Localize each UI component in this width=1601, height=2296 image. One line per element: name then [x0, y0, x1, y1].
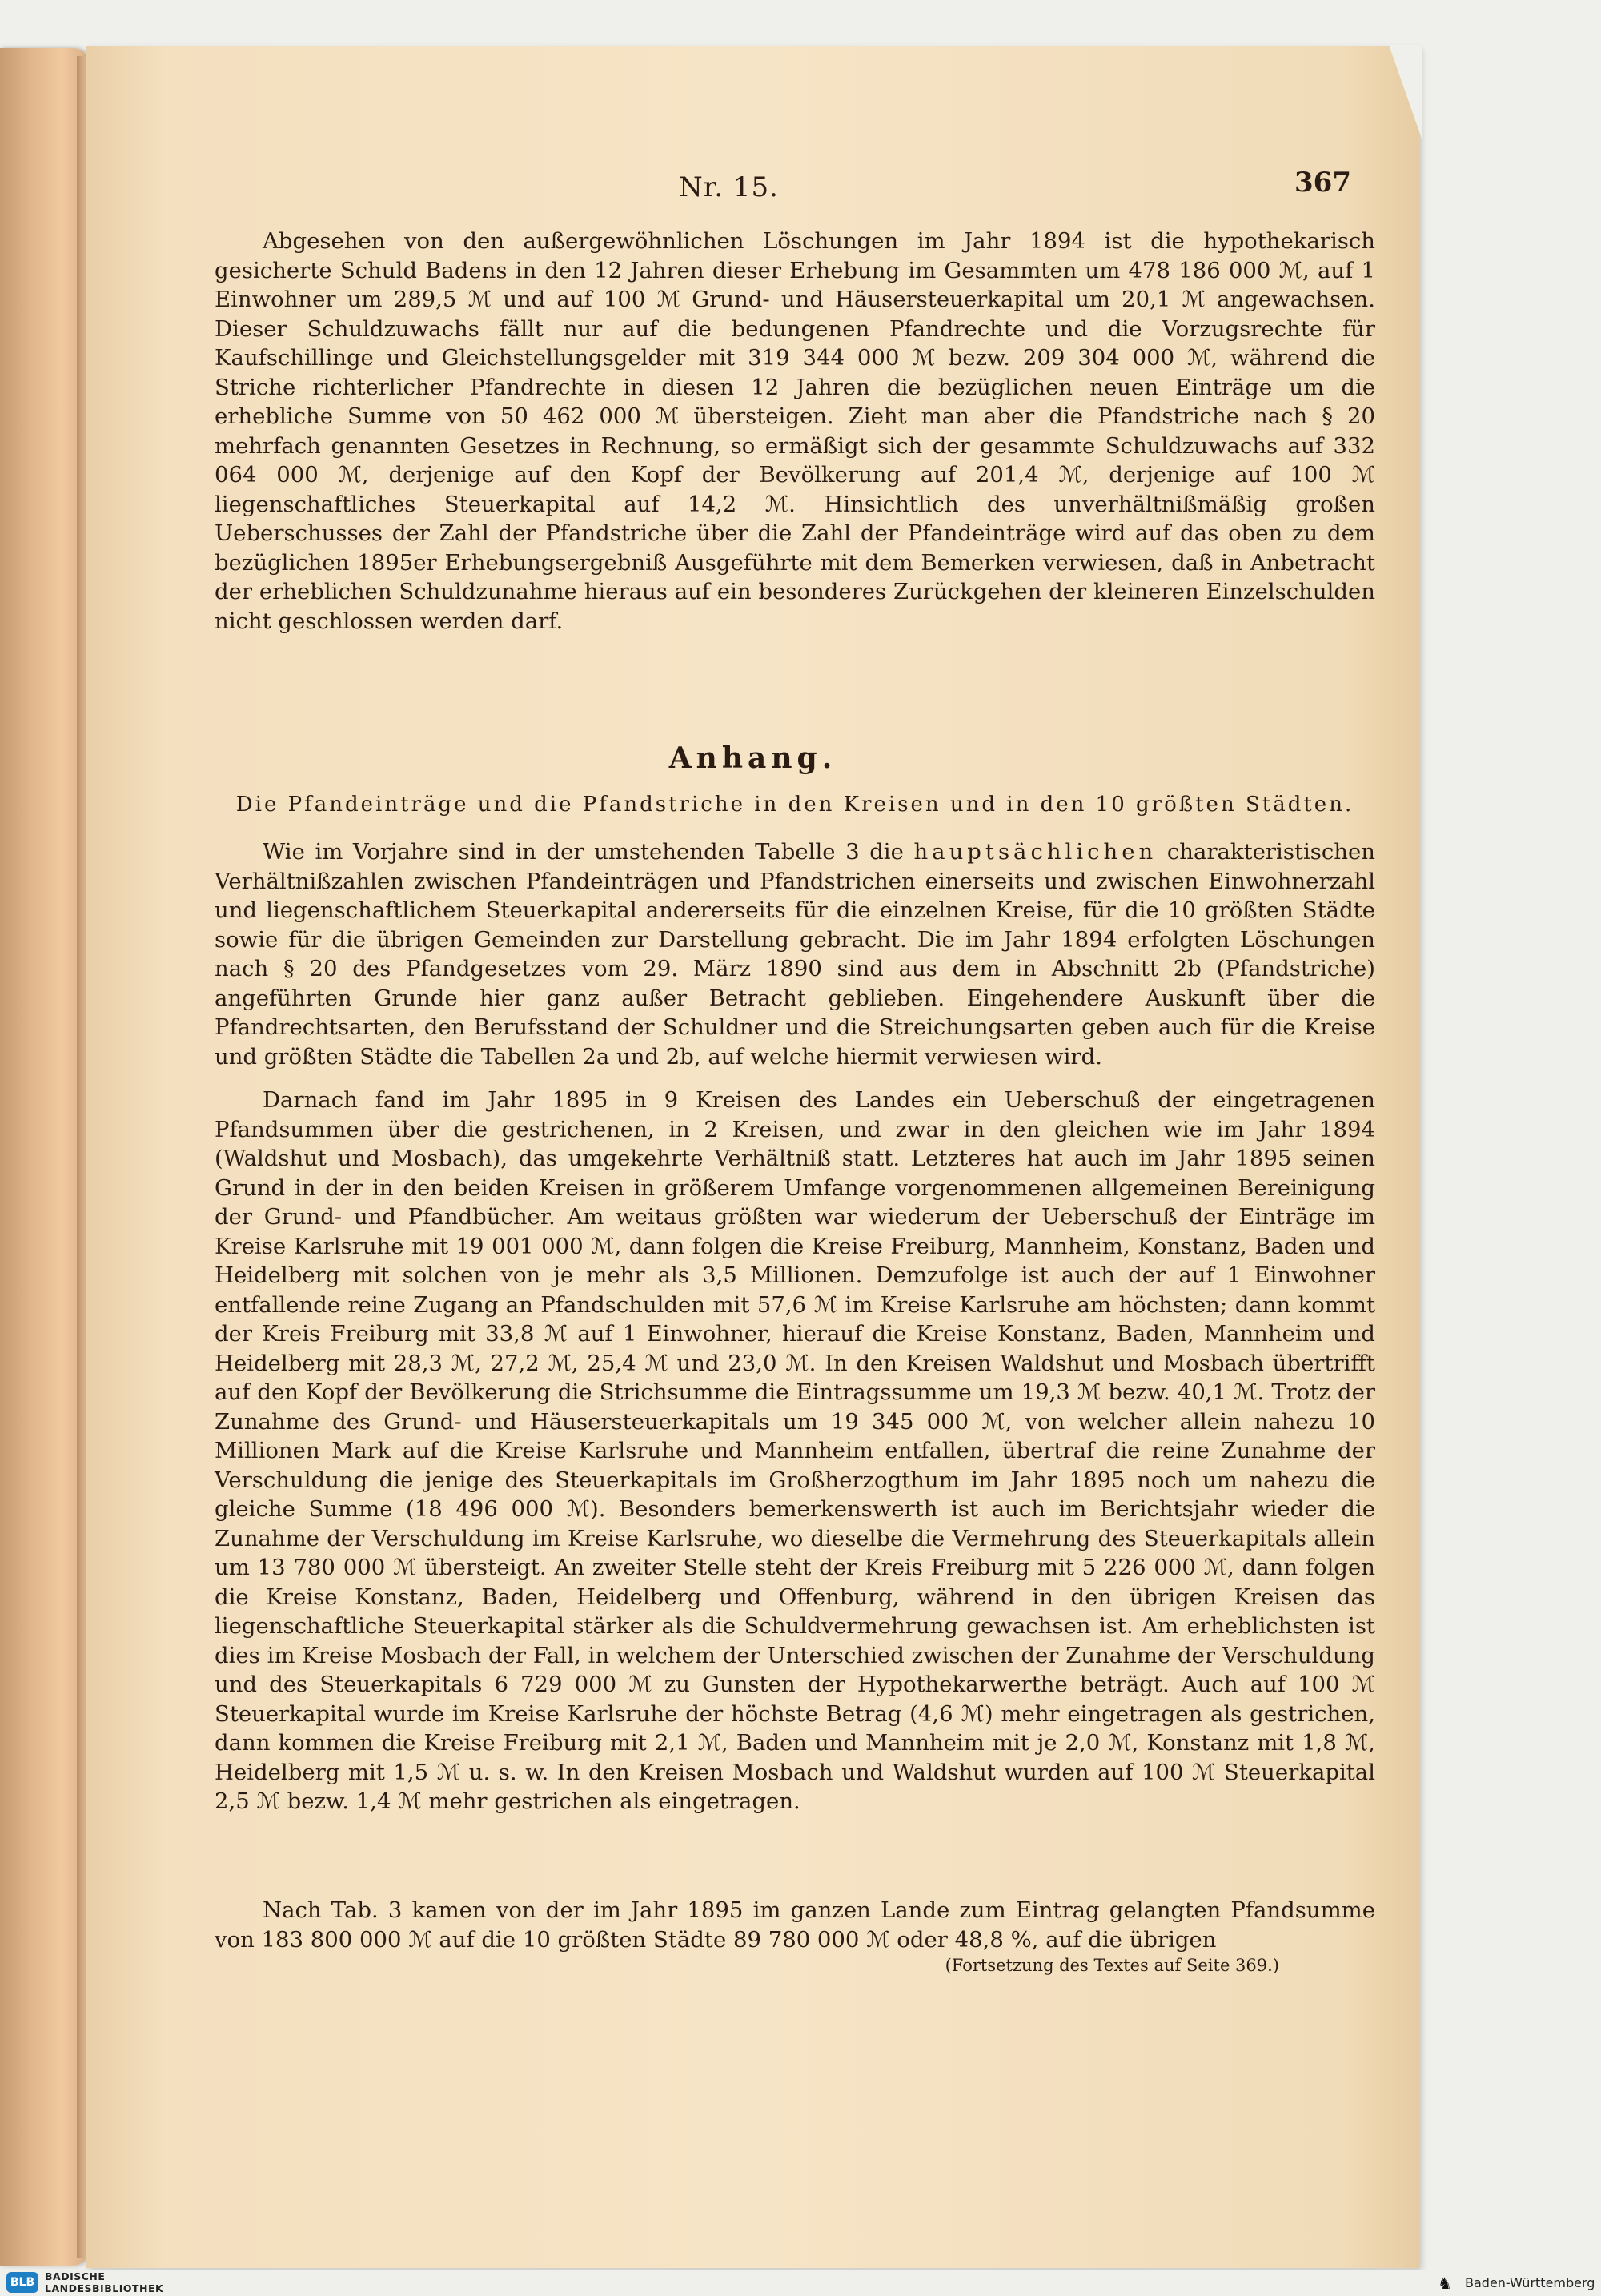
scanned-page [86, 46, 1419, 2268]
paragraph-1: Abgesehen von den außergewöhnlichen Löschungen im Jahr 1894 ist die hypothekarisch gesicherte Schuld Badens in den 12 Jahren dieser Erhebung im Gesammten um 478 186 000 ℳ, auf 1 Einwohner um 289,5 ℳ und auf 100 ℳ Grund- und Häusersteuerkapital um 20,1 ℳ angewachsen. Dieser Schuldzuwachs fällt nur auf die bedungenen Pfandrechte und die Vorzugsrechte für Kaufschillinge und Gleichstellungsgelder mit 319 344 000 ℳ bezw. 209 304 000 ℳ, während die Striche richterlicher Pfandrechte in diesen 12 Jahren die bezüglichen neuen Einträge um die erhebliche Summe von 50 462 000 ℳ übersteigen. Zieht man aber die Pfandstriche nach § 20 mehrfach genannten Gesetzes in Rechnung, so ermäßigt sich der gesammte Schuldzuwachs auf 332 064 000 ℳ, derjenige auf den Kopf der Bevölkerung auf 201,4 ℳ, derjenige auf 100 ℳ liegenschaftliches Steuerkapital auf 14,2 ℳ. Hinsichtlich des unverhältnißmäßig großen Ueberschusses der Zahl der Pfandstriche über die Zahl der Pfandeinträge wird auf das oben zu dem bezüglichen 1895er Erhebungsergebniß Ausgeführte mit dem Bemerken verwiesen, daß in Anbetracht der erheblichen Schuldzunahme hieraus auf ein besonderes Zurückgehen der kleineren Einzelschulden nicht geschlossen werden darf. [215, 228, 1375, 634]
paragraph-3: Darnach fand im Jahr 1895 in 9 Kreisen des Landes ein Ueberschuß der eingetragenen Pfandsummen über die gestrichenen, in 2 Kreisen, und zwar in den gleichen wie im Jahr 1894 (Waldshut und Mosbach), das umgekehrte Verhältniß statt. Letzteres hat auch im Jahr 1895 seinen Grund in der in den beiden Kreisen in größerem Umfange vorgenommenen allgemeinen Bereinigung der Grund- und Pfandbücher. Am weitaus größten war wiederum der Ueberschuß der Einträge im Kreise Karlsruhe mit 19 001 000 ℳ, dann folgen die Kreise Freiburg, Mannheim, Konstanz, Baden und Heidelberg mit solchen von je mehr als 3,5 Millionen. Demzufolge ist auch der auf 1 Einwohner entfallende reine Zugang an Pfandschulden mit 57,6 ℳ im Kreise Karlsruhe am höchsten; dann kommt der Kreis Freiburg mit 33,8 ℳ auf 1 Einwohner, hierauf die Kreise Konstanz, Baden, Mannheim und Heidelberg mit 28,3 ℳ, 27,2 ℳ, 25,4 ℳ und 23,0 ℳ. In den Kreisen Waldshut und Mosbach übertrifft auf den Kopf der Bevölkerung die Strichsumme die Eintragssumme um 19,3 ℳ bezw. 40,1 ℳ. Trotz der Zunahme des Grund- und Häusersteuerkapitals um 19 345 000 ℳ, von welcher allein nahezu 10 Millionen Mark auf die Kreise Karlsruhe und Mannheim entfallen, übertraf die reine Zunahme der Verschuldung die jenige des Steuerkapitals im Großherzogthum im Jahr 1895 noch um nahezu die gleiche Summe (18 496 000 ℳ). Besonders bemerkenswerth ist auch im Berichtsjahr wieder die Zunahme der Verschuldung im Kreise Karlsruhe, wo dieselbe die Vermehrung des Steuerkapitals allein um 13 780 000 ℳ übersteigt. An zweiter Stelle steht der Kreis Freiburg mit 5 226 000 ℳ, dann folgen die Kreise Konstanz, Baden, Heidelberg und Offenburg, während in den übrigen Kreisen das liegenschaftliche Steuerkapital stärker als die Schuldvermehrung gewachsen ist. Am erheblichsten ist dies im Kreise Mosbach der Fall, in welchem der Unterschied zwischen der Zunahme der Verschuldung und des Steuerkapitals 6 729 000 ℳ zu Gunsten der Hypothekarwerthe beträgt. Auch auf 100 ℳ Steuerkapital wurde im Kreise Karlsruhe der höchste Betrag (4,6 ℳ) mehr eingetragen als gestrichen, dann kommen die Kreise Freiburg mit 2,1 ℳ, Baden und Mannheim mit je 2,0 ℳ, Konstanz mit 1,8 ℳ, Heidelberg mit 1,5 ℳ u. s. w. In den Kreisen Mosbach und Waldshut wurden auf 100 ℳ Steuerkapital 2,5 ℳ bezw. 1,4 ℳ mehr gestrichen als eingetragen. [215, 1087, 1375, 1814]
issue-number: Nr. 15. [679, 171, 779, 203]
paragraph-4: Nach Tab. 3 kamen von der im Jahr 1895 im ganzen Lande zum Eintrag gelangten Pfandsumme von 183 800 000 ℳ auf die 10 größten Städte 89 780 000 ℳ oder 48,8 %, auf die übrigen [215, 1897, 1375, 1953]
left-page-edge [0, 48, 88, 2266]
section-subheading: Die Pfandeinträge und die Pfandstriche in den Kreisen und in den 10 größten Städten. [235, 793, 1354, 817]
state-name: Baden-Württemberg [1465, 2275, 1595, 2290]
paragraph-2-rest: charakteristischen Verhältnißzahlen zwischen Pfandeinträgen und Pfandstrichen einerseits und zwischen Einwohnerzahl und liegenschaftlichem Steuerkapital andererseits für die einzelnen Kreise, für die 10 größten Städte sowie für die übrigen Gemeinden zur Darstellung gebracht. Die im Jahr 1894 erfolgten Löschungen nach § 20 des Pfandgesetzes vom 29. März 1890 sind aus dem in Abschnitt 2b (Pfandstriche) angeführten Grunde hier ganz außer Betracht geblieben. Eingehendere Auskunft über die Pfandrechtsarten, den Berufsstand der Schuldner und die Streichungsarten geben auch für die Kreise und größten Städte die Tabellen 2a und 2b, auf welche hiermit verwiesen wird. [215, 839, 1376, 1070]
page-number: 367 [1294, 167, 1351, 199]
library-name-line2: LANDESBIBLIOTHEK [45, 2282, 164, 2294]
section-heading: Anhang. [668, 741, 837, 775]
page-corner [1366, 45, 1422, 141]
continuation-note: (Fortsetzung des Textes auf Seite 369.) [945, 1956, 1279, 1975]
paragraph-2 [215, 837, 1375, 1071]
library-name-line1: BADISCHE [45, 2270, 106, 2282]
page-header [86, 167, 1419, 215]
paragraph-2-start: Wie im Vorjahre sind in der umstehenden Tabelle 3 die [263, 839, 914, 865]
state-coat-of-arms-icon: ♞ [1438, 2274, 1452, 2293]
footer-bar [0, 2270, 1601, 2296]
paragraph-2-emphasis: hauptsächlichen [913, 839, 1158, 865]
blb-logo: BLB [6, 2272, 38, 2293]
library-name [45, 2270, 163, 2294]
